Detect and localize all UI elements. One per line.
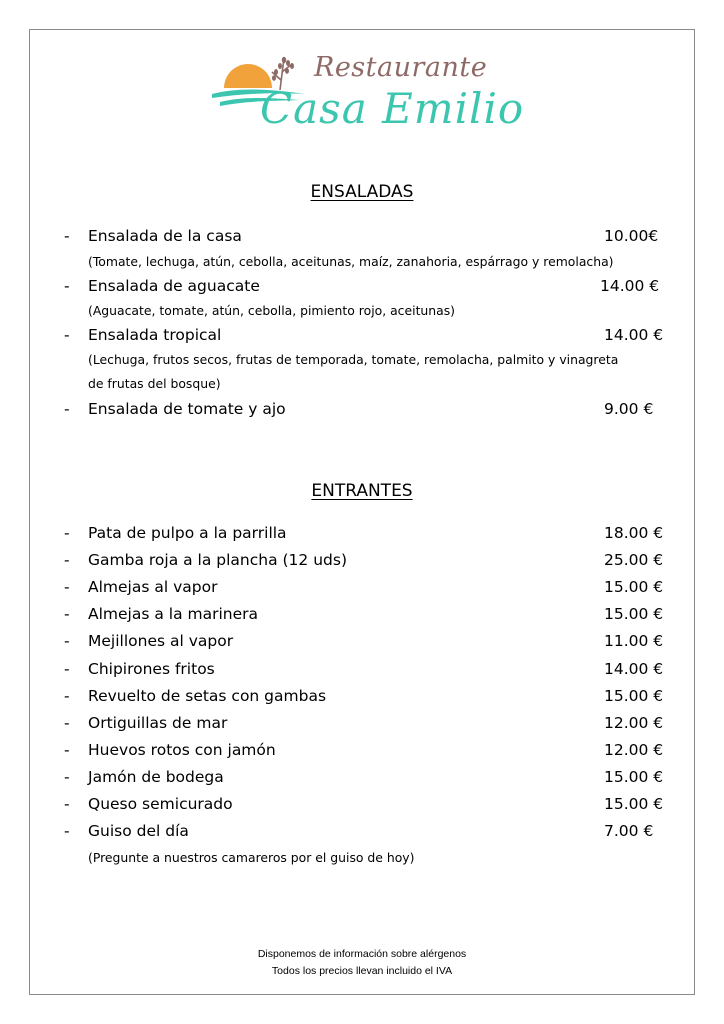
menu-item (0, 605, 724, 625)
footer-vat-text: Todos los precios llevan incluido el IVA (271, 965, 453, 977)
menu-item (0, 632, 724, 652)
item-name: Almejas a la marinera (88, 605, 259, 623)
item-price: 9.00 € (604, 400, 654, 418)
item-name: Jamón de bodega (88, 768, 224, 786)
footer-allergens-text: Disponemos de información sobre alérgenos (257, 948, 467, 960)
bullet-dash: - (64, 714, 70, 732)
item-price: 15.00 € (604, 605, 664, 623)
bullet-dash: - (64, 768, 70, 786)
bullet-dash: - (64, 400, 70, 418)
bullet-dash: - (64, 660, 70, 678)
item-name: Ortiguillas de mar (88, 714, 228, 732)
section-title-ensaladas: ENSALADAS (310, 182, 414, 202)
menu-item (0, 714, 724, 734)
bullet-dash: - (64, 822, 70, 840)
bullet-dash: - (64, 524, 70, 542)
bullet-dash: - (64, 277, 70, 295)
item-price: 12.00 € (604, 714, 664, 732)
menu-item (0, 326, 724, 346)
item-name: Gamba roja a la plancha (12 uds) (88, 551, 347, 569)
item-price: 15.00 € (604, 795, 664, 813)
item-price: 18.00 € (604, 524, 664, 542)
item-name: Ensalada de aguacate (88, 277, 260, 295)
footer-note (0, 946, 724, 980)
item-price: 11.00 € (604, 632, 664, 650)
item-price: 10.00€ (604, 227, 659, 245)
item-price: 15.00 € (604, 578, 664, 596)
menu-item (0, 660, 724, 680)
restaurant-logo (210, 48, 525, 148)
menu-item (0, 687, 724, 707)
menu-item (0, 524, 724, 544)
item-name: Ensalada de tomate y ajo (88, 400, 286, 418)
item-price: 25.00 € (604, 551, 664, 569)
menu-item (0, 741, 724, 761)
item-name: Chipirones fritos (88, 660, 215, 678)
item-name: Guiso del día (88, 822, 189, 840)
item-description: (Aguacate, tomate, atún, cebolla, pimiento rojo, aceitunas) (88, 303, 456, 318)
item-price: 15.00 € (604, 687, 664, 705)
item-name: Pata de pulpo a la parrilla (88, 524, 287, 542)
bullet-dash: - (64, 227, 70, 245)
section-title-entrantes: ENTRANTES (311, 481, 413, 501)
logo-casa-emilio-text: Casa Emilio (260, 84, 525, 133)
item-price: 12.00 € (604, 741, 664, 759)
menu-item (0, 551, 724, 571)
bullet-dash: - (64, 578, 70, 596)
item-description: (Lechuga, frutos secos, frutas de temporada, tomate, remolacha, palmito y vinagreta (88, 352, 619, 367)
item-price: 7.00 € (604, 822, 654, 840)
item-name: Huevos rotos con jamón (88, 741, 276, 759)
logo-restaurante-text: Restaurante (314, 52, 488, 83)
item-name: Revuelto de setas con gambas (88, 687, 327, 705)
menu-item (0, 768, 724, 788)
item-name: Almejas al vapor (88, 578, 218, 596)
item-name: Ensalada de la casa (88, 227, 242, 245)
item-price: 14.00 € (604, 326, 664, 344)
item-name: Mejillones al vapor (88, 632, 234, 650)
item-name: Queso semicurado (88, 795, 233, 813)
bullet-dash: - (64, 551, 70, 569)
item-description: (Pregunte a nuestros camareros por el guiso de hoy) (88, 850, 415, 865)
menu-item (0, 822, 724, 842)
item-description: (Tomate, lechuga, atún, cebolla, aceitunas, maíz, zanahoria, espárrago y remolacha) (88, 254, 614, 269)
menu-item (0, 795, 724, 815)
menu-item (0, 227, 724, 247)
item-price: 14.00 € (604, 660, 664, 678)
bullet-dash: - (64, 687, 70, 705)
item-name: Ensalada tropical (88, 326, 222, 344)
item-price: 14.00 € (600, 277, 660, 295)
menu-item (0, 578, 724, 598)
bullet-dash: - (64, 326, 70, 344)
bullet-dash: - (64, 605, 70, 623)
item-description-continued: de frutas del bosque) (88, 376, 221, 391)
bullet-dash: - (64, 795, 70, 813)
menu-item (0, 400, 724, 420)
menu-item (0, 277, 724, 297)
bullet-dash: - (64, 632, 70, 650)
item-price: 15.00 € (604, 768, 664, 786)
bullet-dash: - (64, 741, 70, 759)
